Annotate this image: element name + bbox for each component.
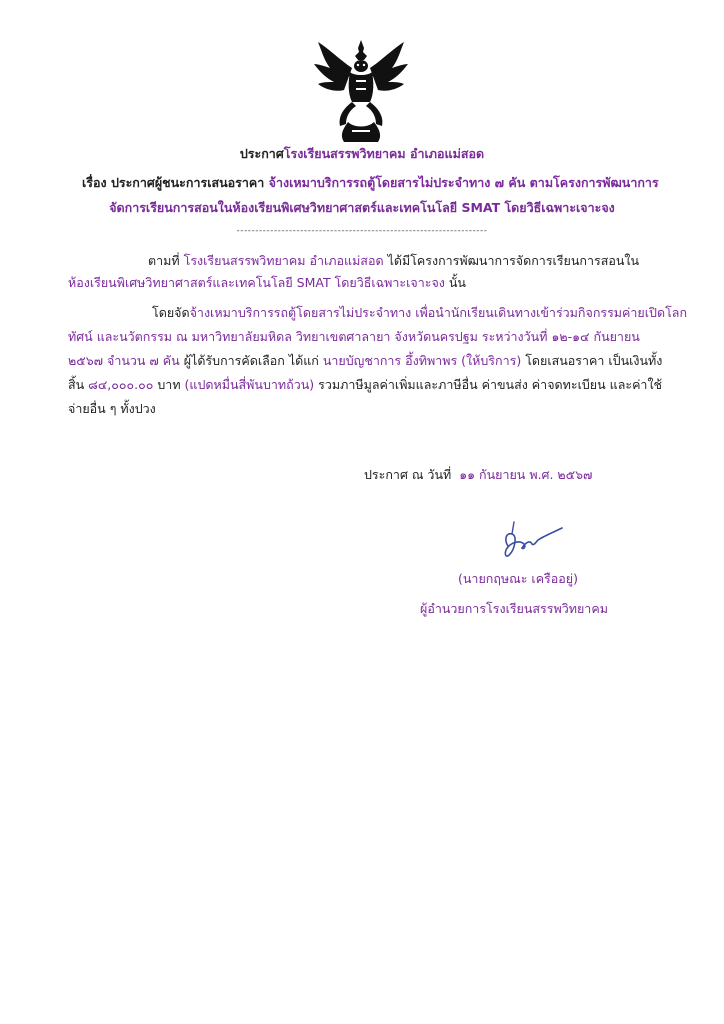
p2-text-a: โดยจัด <box>152 305 190 320</box>
subject-line-2: จัดการเรียนการสอนในห้องเรียนพิเศษวิทยาศาสตร์และเทคโนโลยี SMAT โดยวิธีเฉพาะเจาะจง <box>109 200 615 215</box>
currency: บาท <box>157 377 181 392</box>
p1-text-d: ห้องเรียนพิเศษวิทยาศาสตร์และเทคโนโลยี SMAT โดยวิธีเฉพาะเจาะจง <box>68 275 445 290</box>
paragraph-2-line-3 <box>68 352 662 370</box>
paragraph-2-line-2: ทัศน์ และนวัตกรรม ณ มหาวิทยาลัยมหิดล วิทยาเขตศาลายา จังหวัดนครปฐม ระหว่างวันที่ ๑๒-๑๔ กันยายน <box>68 329 640 344</box>
paragraph-1-line-2 <box>68 274 466 292</box>
p2-selected-label: ผู้ได้รับการคัดเลือก ได้แก่ <box>183 353 319 368</box>
p1-text-e: นั้น <box>444 275 466 290</box>
subject-label: เรื่อง ประกาศผู้ชนะการเสนอราคา <box>82 175 265 190</box>
date-value: ๑๑ กันยายน พ.ศ. ๒๕๖๗ <box>459 467 593 482</box>
price-amount: ๘๔,๐๐๐.๐๐ <box>88 377 154 392</box>
announcement-date <box>364 466 592 484</box>
garuda-emblem-icon <box>312 38 410 144</box>
announcement-title <box>0 145 724 163</box>
paragraph-2-line-5: จ่ายอื่น ๆ ทั้งปวง <box>68 401 156 416</box>
signer-name: (นายกฤษณะ เครืออยู่) <box>458 571 578 586</box>
paragraph-2-line-1 <box>152 304 687 322</box>
signature-icon <box>490 516 570 566</box>
p1-text-a: ตามที่ <box>148 253 180 268</box>
p2-price-label: โดยเสนอราคา เป็นเงินทั้ง <box>525 353 663 368</box>
subject-text-1: จ้างเหมาบริการรถตู้โดยสารไม่ประจำทาง ๗ คัน ตามโครงการพัฒนาการ <box>268 175 659 190</box>
school-name: โรงเรียนสรรพวิทยาคม อำเภอแม่สอด <box>283 146 485 161</box>
paragraph-2-line-4 <box>68 376 662 394</box>
p1-text-b: โรงเรียนสรรพวิทยาคม อำเภอแม่สอด <box>183 253 384 268</box>
price-in-words: (แปดหมื่นสี่พันบาทถ้วน) <box>184 377 315 392</box>
vendor-name: นายบัญชาการ อึ้งทิพาพร (ให้บริการ) <box>322 353 522 368</box>
p2-text-total: สิ้น <box>68 377 85 392</box>
divider: ------------------------------------------------------------------- <box>236 226 488 236</box>
p2-text-b: จ้างเหมาบริการรถตู้โดยสารไม่ประจำทาง เพื่อนำนักเรียนเดินทางเข้าร่วมกิจกรรมค่ายเปิดโลก <box>189 305 688 320</box>
p2-quantity: ๒๕๖๗ จำนวน ๗ คัน <box>68 353 180 368</box>
paragraph-1-line-1 <box>148 252 639 270</box>
signer-position: ผู้อำนวยการโรงเรียนสรรพวิทยาคม <box>420 601 608 616</box>
title-prefix: ประกาศ <box>239 146 284 161</box>
p1-text-c: ได้มีโครงการพัฒนาการจัดการเรียนการสอนใน <box>387 253 640 268</box>
p2-tax-text: รวมภาษีมูลค่าเพิ่มและภาษีอื่น ค่าขนส่ง ค่าจดทะเบียน และค่าใช้ <box>318 377 663 392</box>
subject-line-1 <box>82 174 659 192</box>
date-label: ประกาศ ณ วันที่ <box>364 467 452 482</box>
